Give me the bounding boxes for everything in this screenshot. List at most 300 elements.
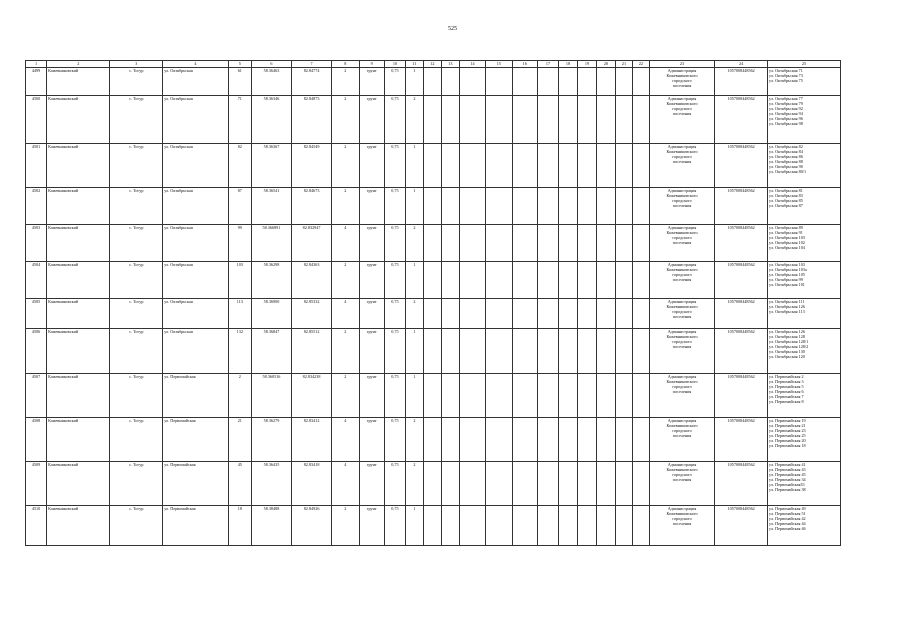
empty-cell (423, 188, 441, 225)
house-cell: 103 (228, 262, 251, 299)
house-cell: 82 (228, 144, 251, 188)
address-line: ул. Октябрьская 105 (769, 272, 805, 278)
row-id: 4509 (26, 462, 47, 506)
owner-line: поселения (672, 111, 692, 117)
empty-cell (632, 68, 649, 96)
owner-line: Кожевниковского (666, 379, 698, 385)
column-header: 25 (768, 61, 841, 68)
address-line: ул. Октябрьская 111 (769, 299, 805, 304)
owner-line: поселения (672, 240, 692, 246)
table-row (26, 299, 841, 329)
address-line: ул. Первомайская 45 (769, 472, 806, 478)
ogrn-cell: 1057008448562 (715, 462, 768, 506)
empty-cell (512, 225, 537, 262)
served-addresses-cell (768, 225, 841, 262)
district-cell: Кожевниковский (47, 374, 110, 418)
empty-cell (632, 299, 649, 329)
empty-cell (632, 506, 649, 546)
empty-cell (597, 68, 616, 96)
empty-cell (512, 144, 537, 188)
address-line: ул. Октябрьская 102 (769, 240, 805, 246)
owner-line: Администрация (667, 262, 697, 267)
address-line: ул. Октябрьская 87 (769, 203, 803, 209)
empty-cell (486, 262, 512, 299)
street-cell: ул. Октябрьская (163, 299, 228, 329)
address-line: ул. Октябрьская 83 (769, 193, 803, 199)
volume-cell: 0,75 (384, 188, 405, 225)
latitude-cell: 58.366891 (251, 225, 291, 262)
container-count-cell: 2 (332, 506, 359, 546)
owner-line: Кожевниковского (666, 467, 698, 473)
owner-cell (649, 225, 714, 262)
owner-cell (649, 68, 714, 96)
address-line: ул. Октябрьская 94 (769, 111, 803, 117)
settlement-cell: с. Тогур (110, 144, 163, 188)
owner-line: Кожевниковского (666, 334, 698, 340)
empty-cell (559, 144, 578, 188)
empty-cell (559, 225, 578, 262)
empty-cell (632, 329, 649, 374)
surface-cell: грунт (359, 225, 384, 262)
owner-line: Кожевниковского (666, 101, 698, 107)
ogrn-cell: 1057008448562 (715, 96, 768, 144)
owner-line: городского (672, 428, 692, 434)
address-line: ул. Первомайская 34 (769, 477, 806, 483)
volume-cell: 0,75 (384, 462, 405, 506)
owner-line: городского (672, 235, 692, 241)
empty-cell (597, 299, 616, 329)
container-count-cell: 2 (332, 188, 359, 225)
bins-cell: 2 (405, 96, 423, 144)
settlement-cell: с. Тогур (110, 188, 163, 225)
district-cell: Кожевниковский (47, 188, 110, 225)
bins-cell: 2 (405, 462, 423, 506)
address-line: ул. Первомайская 6 (769, 389, 804, 395)
empty-cell (459, 462, 485, 506)
empty-cell (578, 96, 597, 144)
ogrn-cell: 1057008448562 (715, 506, 768, 546)
empty-cell (559, 96, 578, 144)
address-line: ул. Первомайская 46 (769, 526, 806, 532)
empty-cell (486, 462, 512, 506)
empty-cell (597, 418, 616, 462)
empty-cell (616, 188, 633, 225)
volume-cell: 0,75 (384, 144, 405, 188)
empty-cell (423, 299, 441, 329)
row-id: 4501 (26, 144, 47, 188)
table-body (26, 68, 841, 546)
empty-cell (537, 188, 558, 225)
owner-line: Кожевниковского (666, 193, 698, 199)
empty-cell (632, 418, 649, 462)
empty-cell (559, 374, 578, 418)
district-cell: Кожевниковский (47, 462, 110, 506)
owner-cell (649, 96, 714, 144)
column-header: 17 (537, 61, 558, 68)
latitude-cell: 58.360516 (251, 374, 291, 418)
street-cell: ул. Первомайская (163, 462, 228, 506)
served-addresses-cell (768, 418, 841, 462)
owner-line: поселения (672, 203, 692, 209)
address-line: ул. Октябрьская 128/2 (769, 344, 809, 350)
empty-cell (423, 418, 441, 462)
container-count-cell: 4 (332, 225, 359, 262)
page-number: 525 (448, 26, 457, 32)
empty-cell (459, 68, 485, 96)
registry-table (25, 60, 841, 546)
address-line: ул. Октябрьская 98 (769, 121, 803, 127)
empty-cell (537, 329, 558, 374)
street-cell: ул. Октябрьская (163, 96, 228, 144)
column-header: 23 (649, 61, 714, 68)
column-header: 15 (486, 61, 512, 68)
empty-cell (559, 262, 578, 299)
district-cell: Кожевниковский (47, 262, 110, 299)
empty-cell (512, 374, 537, 418)
empty-cell (578, 299, 597, 329)
column-header: 5 (228, 61, 251, 68)
address-line: ул. Первомайская 7 (769, 394, 804, 400)
empty-cell (441, 329, 459, 374)
empty-cell (559, 329, 578, 374)
empty-cell (616, 96, 633, 144)
empty-cell (597, 96, 616, 144)
owner-line: городского (672, 472, 692, 478)
street-cell: ул. Октябрьская (163, 68, 228, 96)
empty-cell (486, 225, 512, 262)
column-header: 16 (512, 61, 537, 68)
address-line: ул. Октябрьская 99 (769, 277, 803, 283)
empty-cell (486, 418, 512, 462)
volume-cell: 0,75 (384, 68, 405, 96)
empty-cell (578, 188, 597, 225)
table-row (26, 506, 841, 546)
empty-cell (597, 506, 616, 546)
column-header: 9 (359, 61, 384, 68)
address-line: ул. Первомайская 20 (769, 438, 806, 444)
owner-line: городского (672, 339, 692, 345)
house-cell: 71 (228, 96, 251, 144)
empty-cell (441, 68, 459, 96)
street-cell: ул. Октябрьская (163, 262, 228, 299)
empty-cell (486, 299, 512, 329)
empty-cell (559, 462, 578, 506)
longitude-cell: 82.84549 (292, 144, 332, 188)
empty-cell (459, 329, 485, 374)
address-line: ул. Первомайская 42 (769, 516, 806, 522)
served-addresses-cell (768, 96, 841, 144)
empty-cell (537, 374, 558, 418)
empty-cell (441, 299, 459, 329)
owner-line: поселения (672, 344, 692, 350)
empty-cell (578, 462, 597, 506)
table-row (26, 262, 841, 299)
empty-cell (597, 329, 616, 374)
owner-line: Кожевниковского (666, 423, 698, 429)
empty-cell (616, 225, 633, 262)
longitude-cell: 82.85332 (292, 299, 332, 329)
empty-cell (459, 96, 485, 144)
column-header: 21 (616, 61, 633, 68)
district-cell: Кожевниковский (47, 144, 110, 188)
address-line: ул. Октябрьская 92 (769, 106, 803, 112)
owner-line: городского (672, 272, 692, 278)
column-header: 3 (110, 61, 163, 68)
empty-cell (537, 506, 558, 546)
empty-cell (632, 144, 649, 188)
table-row (26, 144, 841, 188)
column-header: 11 (405, 61, 423, 68)
address-line: ул. Октябрьская 85 (769, 198, 803, 204)
owner-line: городского (672, 198, 692, 204)
empty-cell (559, 299, 578, 329)
column-header: 7 (292, 61, 332, 68)
row-id: 4500 (26, 96, 47, 144)
empty-cell (423, 68, 441, 96)
address-line: ул. Октябрьская 75 (769, 78, 803, 84)
ogrn-cell: 1057008448562 (715, 329, 768, 374)
address-line: ул. Первомайская 2 (769, 374, 804, 379)
empty-cell (441, 418, 459, 462)
address-line: ул. Первомайская 23 (769, 428, 806, 434)
empty-cell (459, 144, 485, 188)
address-line: ул. Октябрьская 77 (769, 96, 803, 101)
surface-cell: грунт (359, 329, 384, 374)
district-cell: Кожевниковский (47, 68, 110, 96)
settlement-cell: с. Тогур (110, 262, 163, 299)
surface-cell: грунт (359, 418, 384, 462)
owner-line: Администрация (667, 418, 697, 423)
owner-cell (649, 374, 714, 418)
empty-cell (423, 329, 441, 374)
empty-cell (512, 418, 537, 462)
empty-cell (512, 506, 537, 546)
column-header: 18 (559, 61, 578, 68)
empty-cell (632, 374, 649, 418)
empty-cell (632, 225, 649, 262)
bins-cell: 2 (405, 299, 423, 329)
address-line: ул. Октябрьская 128 (769, 334, 805, 340)
empty-cell (597, 188, 616, 225)
owner-line: поселения (672, 389, 692, 395)
column-header: 13 (441, 61, 459, 68)
ogrn-cell: 1057008448562 (715, 188, 768, 225)
surface-cell: грунт (359, 299, 384, 329)
empty-cell (578, 262, 597, 299)
container-count-cell: 4 (332, 462, 359, 506)
house-cell: 132 (228, 329, 251, 374)
address-line: ул. Первомайская 44 (769, 521, 806, 527)
empty-cell (459, 299, 485, 329)
longitude-cell: 82.84363 (292, 262, 332, 299)
served-addresses-cell (768, 506, 841, 546)
owner-line: Кожевниковского (666, 73, 698, 79)
served-addresses-cell (768, 68, 841, 96)
table-row (26, 418, 841, 462)
table-row (26, 225, 841, 262)
empty-cell (459, 374, 485, 418)
latitude-cell: 58.36367 (251, 144, 291, 188)
volume-cell: 0,75 (384, 299, 405, 329)
empty-cell (512, 96, 537, 144)
served-addresses-cell (768, 299, 841, 329)
ogrn-cell: 1057008448562 (715, 418, 768, 462)
owner-line: городского (672, 154, 692, 160)
empty-cell (441, 96, 459, 144)
volume-cell: 0,75 (384, 225, 405, 262)
latitude-cell: 58.36541 (251, 188, 291, 225)
address-line: ул. Первомайская 41 (769, 462, 806, 467)
house-cell: 45 (228, 462, 251, 506)
longitude-cell: 82.85512 (292, 329, 332, 374)
table-row (26, 96, 841, 144)
empty-cell (616, 418, 633, 462)
empty-cell (616, 299, 633, 329)
owner-cell (649, 329, 714, 374)
district-cell: Кожевниковский (47, 329, 110, 374)
row-id: 4508 (26, 418, 47, 462)
bins-cell: 2 (405, 225, 423, 262)
empty-cell (486, 188, 512, 225)
empty-cell (423, 506, 441, 546)
address-line: ул. Октябрьская 130 (769, 349, 805, 355)
surface-cell: грунт (359, 506, 384, 546)
empty-cell (537, 96, 558, 144)
street-cell: ул. Октябрьская (163, 225, 228, 262)
empty-cell (459, 225, 485, 262)
row-id: 4510 (26, 506, 47, 546)
empty-cell (512, 188, 537, 225)
empty-cell (512, 262, 537, 299)
owner-cell (649, 299, 714, 329)
address-line: ул. Октябрьская 128/1 (769, 339, 809, 345)
empty-cell (559, 418, 578, 462)
address-line: ул. Первомайская 3 (769, 379, 804, 385)
ogrn-cell: 1057008448562 (715, 299, 768, 329)
column-header: 24 (715, 61, 768, 68)
column-header: 14 (459, 61, 485, 68)
settlement-cell: с. Тогур (110, 506, 163, 546)
owner-line: Администрация (667, 329, 697, 334)
empty-cell (616, 506, 633, 546)
column-header: 20 (597, 61, 616, 68)
row-id: 4507 (26, 374, 47, 418)
owner-cell (649, 506, 714, 546)
address-line: ул. Первомайская 18 (769, 443, 806, 449)
container-count-cell: 2 (332, 144, 359, 188)
empty-cell (537, 225, 558, 262)
volume-cell: 0,75 (384, 262, 405, 299)
address-line: ул. Октябрьская 82 (769, 144, 803, 149)
header-row (26, 61, 841, 68)
empty-cell (597, 262, 616, 299)
empty-cell (512, 299, 537, 329)
empty-cell (537, 299, 558, 329)
empty-cell (441, 225, 459, 262)
empty-cell (441, 262, 459, 299)
row-id: 4502 (26, 188, 47, 225)
container-count-cell: 4 (332, 418, 359, 462)
owner-line: городского (672, 309, 692, 315)
table-row (26, 374, 841, 418)
longitude-cell: 82.84673 (292, 188, 332, 225)
served-addresses-cell (768, 374, 841, 418)
address-line: ул. Первомайская 51 (769, 511, 806, 517)
owner-line: поселения (672, 314, 692, 320)
empty-cell (559, 68, 578, 96)
column-header: 10 (384, 61, 405, 68)
volume-cell: 0,75 (384, 506, 405, 546)
latitude-cell: 58.36279 (251, 418, 291, 462)
street-cell: ул. Октябрьская (163, 329, 228, 374)
empty-cell (616, 144, 633, 188)
empty-cell (632, 462, 649, 506)
address-line: ул. Октябрьская 113 (769, 309, 805, 315)
address-line: ул. Первомайская 38 (769, 487, 806, 493)
house-cell: 99 (228, 225, 251, 262)
empty-cell (423, 462, 441, 506)
settlement-cell: с. Тогур (110, 225, 163, 262)
address-line: ул. Первомайская 43 (769, 467, 806, 473)
latitude-cell: 58.36900 (251, 299, 291, 329)
address-line: ул. Первомайская 25 (769, 433, 806, 439)
longitude-cell: 82.83418 (292, 462, 332, 506)
empty-cell (616, 262, 633, 299)
served-addresses-cell (768, 329, 841, 374)
column-header: 2 (47, 61, 110, 68)
house-cell: 18 (228, 506, 251, 546)
volume-cell: 0,75 (384, 418, 405, 462)
owner-cell (649, 462, 714, 506)
owner-cell (649, 188, 714, 225)
container-count-cell: 2 (332, 329, 359, 374)
house-cell: 21 (228, 418, 251, 462)
empty-cell (537, 418, 558, 462)
latitude-cell: 58.36847 (251, 329, 291, 374)
owner-line: городского (672, 516, 692, 522)
container-count-cell: 2 (332, 262, 359, 299)
empty-cell (486, 144, 512, 188)
latitude-cell: 58.38488 (251, 506, 291, 546)
longitude-cell: 82.83412 (292, 418, 332, 462)
empty-cell (578, 144, 597, 188)
owner-line: поселения (672, 433, 692, 439)
empty-cell (423, 225, 441, 262)
empty-cell (616, 68, 633, 96)
settlement-cell: с. Тогур (110, 96, 163, 144)
address-line: ул. Октябрьская 126 (769, 329, 805, 334)
street-cell: ул. Первомайская (163, 506, 228, 546)
served-addresses-cell (768, 262, 841, 299)
container-count-cell: 2 (332, 374, 359, 418)
empty-cell (486, 96, 512, 144)
address-line: ул. Октябрьская 120 (769, 354, 805, 360)
surface-cell: грунт (359, 96, 384, 144)
column-header: 22 (632, 61, 649, 68)
address-line: ул. Октябрьская 104 (769, 245, 805, 251)
owner-line: Администрация (667, 144, 697, 149)
empty-cell (578, 506, 597, 546)
empty-cell (616, 374, 633, 418)
empty-cell (423, 262, 441, 299)
empty-cell (537, 144, 558, 188)
empty-cell (597, 144, 616, 188)
owner-line: городского (672, 384, 692, 390)
address-line: ул. Октябрьская 103 (769, 235, 805, 241)
bins-cell: 1 (405, 188, 423, 225)
owner-line: поселения (672, 83, 692, 89)
address-line: ул. Октябрьская 73 (769, 73, 803, 79)
